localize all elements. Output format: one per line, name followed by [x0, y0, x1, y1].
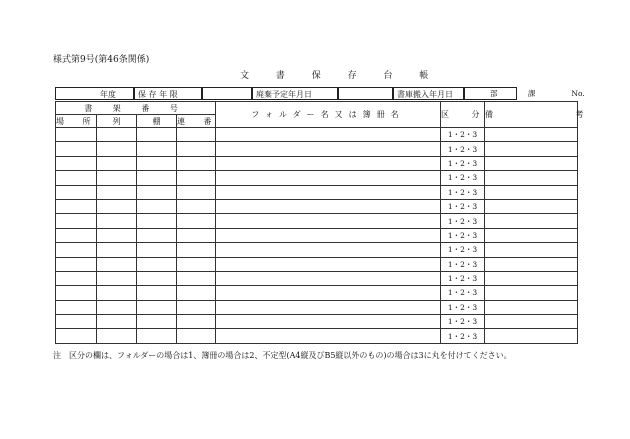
row-cell[interactable] [97, 185, 137, 199]
serial-cell[interactable] [177, 171, 216, 185]
shelf-cell[interactable] [137, 271, 177, 285]
row-cell[interactable] [97, 300, 137, 314]
archive-date-box[interactable] [393, 87, 464, 100]
serial-cell[interactable] [177, 257, 216, 271]
disposal-box[interactable] [252, 87, 338, 100]
page-title: 文 書 保 存 台 帳 [240, 71, 441, 81]
shelf-cell[interactable] [137, 185, 177, 199]
row-cell[interactable] [97, 128, 137, 142]
category-cell[interactable]: 1・2・3 [441, 199, 485, 213]
category-cell[interactable]: 1・2・3 [441, 156, 485, 170]
place-cell[interactable] [56, 300, 97, 314]
row-header: 列 [97, 115, 137, 128]
row-cell[interactable] [97, 171, 137, 185]
category-cell[interactable]: 1・2・3 [441, 171, 485, 185]
remarks-cell[interactable] [485, 199, 578, 213]
category-cell[interactable]: 1・2・3 [441, 128, 485, 142]
place-cell[interactable] [56, 286, 97, 300]
category-cell[interactable]: 1・2・3 [441, 228, 485, 242]
remarks-cell[interactable] [485, 185, 578, 199]
remarks-cell[interactable] [485, 315, 578, 329]
table-row [56, 315, 578, 329]
row-cell[interactable] [97, 156, 137, 170]
category-cell[interactable]: 1・2・3 [441, 142, 485, 156]
table-row [56, 185, 578, 199]
shelf-cell[interactable] [137, 199, 177, 213]
shelf-header: 棚 [137, 115, 177, 128]
shelf-cell[interactable] [137, 243, 177, 257]
place-cell[interactable] [56, 142, 97, 156]
table-row [56, 257, 578, 271]
place-cell[interactable] [56, 185, 97, 199]
folder-name-cell[interactable] [216, 271, 441, 285]
disposal-label: 廃棄予定年月日 [256, 90, 312, 99]
place-cell[interactable] [56, 214, 97, 228]
serial-cell[interactable] [177, 243, 216, 257]
table-row [56, 271, 578, 285]
remarks-cell[interactable] [485, 243, 578, 257]
serial-cell[interactable] [177, 286, 216, 300]
shelf-cell[interactable] [137, 286, 177, 300]
table-row [56, 214, 578, 228]
table-row [56, 142, 578, 156]
table-row [56, 286, 578, 300]
remarks-cell[interactable] [485, 156, 578, 170]
folder-name-header: フォルダー名又は簿冊名 [216, 102, 441, 128]
row-cell[interactable] [97, 199, 137, 213]
no-label: No. [571, 89, 585, 98]
folder-name-cell[interactable] [216, 214, 441, 228]
category-cell[interactable]: 1・2・3 [441, 185, 485, 199]
serial-cell[interactable] [177, 329, 216, 343]
remarks-cell[interactable] [485, 214, 578, 228]
remarks-cell[interactable] [485, 300, 578, 314]
records-table [55, 101, 624, 344]
folder-name-cell[interactable] [216, 142, 441, 156]
retention-value-box[interactable] [202, 87, 252, 100]
place-cell[interactable] [56, 271, 97, 285]
serial-cell[interactable] [177, 315, 216, 329]
category-cell[interactable]: 1・2・3 [441, 271, 485, 285]
shelf-cell[interactable] [137, 329, 177, 343]
table-row [56, 228, 578, 242]
category-cell[interactable]: 1・2・3 [441, 257, 485, 271]
row-cell[interactable] [97, 271, 137, 285]
remarks-cell[interactable] [485, 329, 578, 343]
remarks-header: 備 考 [485, 102, 578, 128]
place-cell[interactable] [56, 315, 97, 329]
remarks-cell[interactable] [485, 128, 578, 142]
shelf-cell[interactable] [137, 142, 177, 156]
retention-label: 保 存 年 限 [138, 90, 178, 99]
place-cell[interactable] [56, 156, 97, 170]
serial-cell[interactable] [177, 271, 216, 285]
shelf-cell[interactable] [137, 257, 177, 271]
table-body [56, 128, 578, 344]
place-cell[interactable] [56, 199, 97, 213]
serial-cell[interactable] [177, 185, 216, 199]
row-cell[interactable] [97, 315, 137, 329]
table-row [56, 329, 578, 343]
folder-name-cell[interactable] [216, 199, 441, 213]
folder-name-cell[interactable] [216, 286, 441, 300]
retention-box[interactable] [134, 87, 202, 100]
category-cell[interactable]: 1・2・3 [441, 315, 485, 329]
shelf-cell[interactable] [137, 171, 177, 185]
shelf-cell[interactable] [137, 214, 177, 228]
category-cell[interactable]: 1・2・3 [441, 329, 485, 343]
shelf-cell[interactable] [137, 300, 177, 314]
folder-name-cell[interactable] [216, 185, 441, 199]
serial-header: 連 番 [177, 116, 220, 126]
folder-name-cell[interactable] [216, 329, 441, 343]
category-header: 区 分 [441, 102, 485, 128]
remarks-cell[interactable] [485, 271, 578, 285]
remarks-cell[interactable] [485, 286, 578, 300]
serial-cell[interactable] [177, 228, 216, 242]
table-row [56, 171, 578, 185]
shelf-cell[interactable] [137, 128, 177, 142]
folder-name-cell[interactable] [216, 228, 441, 242]
form-number: 様式第9号(第46条関係) [53, 55, 150, 65]
dept-label [490, 88, 585, 99]
category-cell[interactable]: 1・2・3 [441, 214, 485, 228]
place-cell[interactable] [56, 228, 97, 242]
year-label: 年度 [100, 90, 116, 99]
year-box[interactable] [55, 87, 134, 100]
row-cell[interactable] [97, 286, 137, 300]
footer-note: 注 区分の欄は、フォルダーの場合は1、簿冊の場合は2、不定型(A4縦及びB5縦以外のもの)の場合は3に丸を付けてください。 [53, 351, 512, 360]
place-cell[interactable] [56, 329, 97, 343]
category-cell[interactable]: 1・2・3 [441, 300, 485, 314]
remarks-cell[interactable] [485, 257, 578, 271]
serial-cell[interactable] [177, 300, 216, 314]
shelf-number-header: 書 架 番 号 [56, 102, 216, 115]
folder-name-cell[interactable] [216, 257, 441, 271]
table-row [56, 300, 578, 314]
remarks-cell[interactable] [485, 228, 578, 242]
serial-cell[interactable] [177, 199, 216, 213]
archive-date-label: 書庫搬入年月日 [397, 90, 453, 99]
table-row [56, 128, 578, 142]
row-cell[interactable] [97, 214, 137, 228]
table-row [56, 156, 578, 170]
folder-name-cell[interactable] [216, 171, 441, 185]
serial-cell[interactable] [177, 142, 216, 156]
shelf-cell[interactable] [137, 315, 177, 329]
place-header: 場 所 [56, 116, 99, 126]
folder-name-cell[interactable] [216, 156, 441, 170]
category-cell[interactable]: 1・2・3 [441, 243, 485, 257]
folder-name-cell[interactable] [216, 128, 441, 142]
place-cell[interactable] [56, 243, 97, 257]
place-cell[interactable] [56, 128, 97, 142]
row-cell[interactable] [97, 142, 137, 156]
place-cell[interactable] [56, 257, 97, 271]
serial-cell[interactable] [177, 156, 216, 170]
header-row-1 [56, 102, 578, 115]
serial-cell[interactable] [177, 214, 216, 228]
dept-text: 部 課 [490, 89, 550, 98]
category-cell[interactable]: 1・2・3 [441, 286, 485, 300]
row-cell[interactable] [97, 257, 137, 271]
folder-name-cell[interactable] [216, 300, 441, 314]
table-row [56, 199, 578, 213]
folder-name-cell[interactable] [216, 243, 441, 257]
row-cell[interactable] [97, 243, 137, 257]
shelf-cell[interactable] [137, 156, 177, 170]
row-cell[interactable] [97, 228, 137, 242]
table-row [56, 243, 578, 257]
folder-name-cell[interactable] [216, 315, 441, 329]
disposal-value-box[interactable] [338, 87, 393, 100]
row-cell[interactable] [97, 329, 137, 343]
place-cell[interactable] [56, 171, 97, 185]
serial-cell[interactable] [177, 128, 216, 142]
remarks-cell[interactable] [485, 171, 578, 185]
remarks-cell[interactable] [485, 142, 578, 156]
shelf-cell[interactable] [137, 228, 177, 242]
